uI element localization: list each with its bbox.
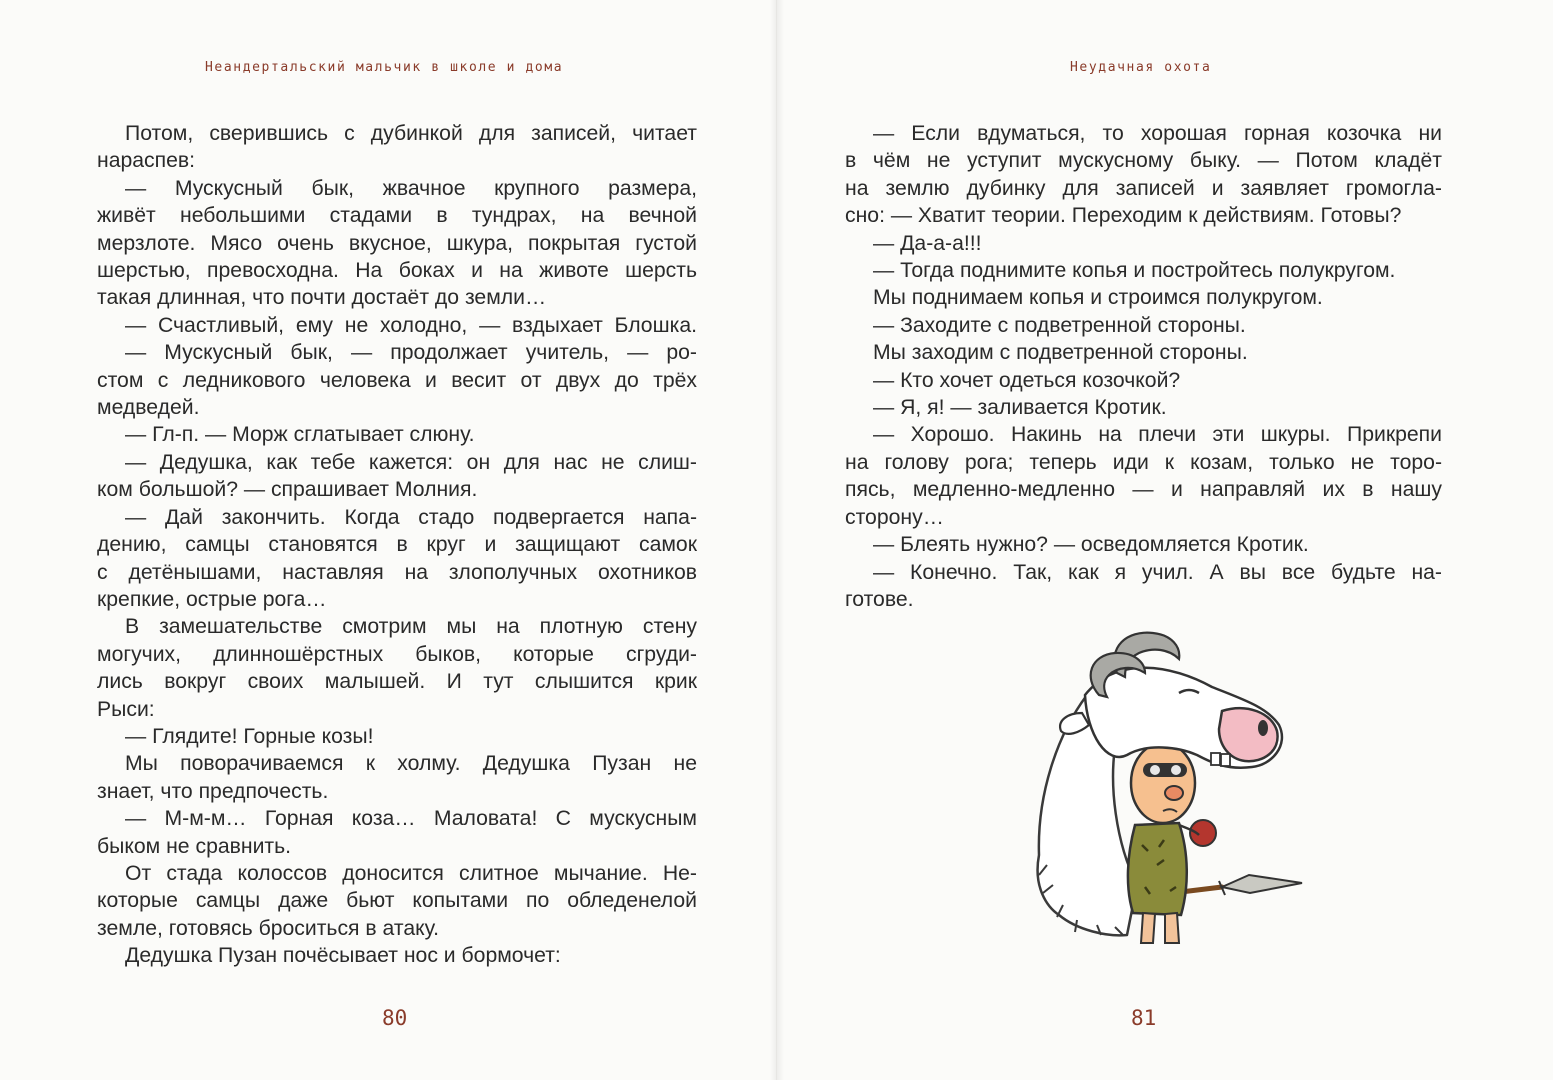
text-line: дению, самцы становятся в круг и защищают самок bbox=[97, 533, 697, 557]
text-line: шерстью, превосходна. На боках и на животе шерсть bbox=[97, 259, 697, 283]
text-line: Мы поворачиваемся к холму. Дедушка Пузан не bbox=[125, 752, 697, 776]
text-line: на землю дубинку для записей и заявляет громогла- bbox=[845, 176, 1442, 200]
text-line: Мы заходим с подветренной стороны. bbox=[873, 341, 1248, 365]
text-line: Рыси: bbox=[97, 697, 155, 721]
left-page bbox=[0, 0, 776, 1080]
page-number: 81 bbox=[1131, 1006, 1157, 1030]
text-line: живёт небольшими стадами в тундрах, на вечной bbox=[97, 204, 697, 228]
text-line: знает, что предпочесть. bbox=[97, 779, 329, 803]
text-line: — Хорошо. Накинь на плечи эти шкуры. Прикрепи bbox=[873, 423, 1442, 447]
text-line: — Дай закончить. Когда стадо подвергается напа- bbox=[125, 505, 697, 529]
text-line: на голову рога; теперь иди к козам, только не торо- bbox=[845, 450, 1442, 474]
text-line: мерзлоте. Мясо очень вкусное, шкура, покрытая густой bbox=[97, 231, 697, 255]
text-line: в чём не уступит мускусному быку. — Потом кладёт bbox=[845, 149, 1442, 173]
body-text bbox=[97, 120, 697, 970]
text-line: такая длинная, что почти достаёт до земли… bbox=[97, 286, 547, 310]
text-line: — Кто хочет одеться козочкой? bbox=[873, 368, 1181, 392]
running-head: Неандертальский мальчик в школе и дома bbox=[205, 60, 564, 75]
right-page bbox=[777, 0, 1553, 1080]
text-line: стом с ледникового человека и весит от двух до трёх bbox=[97, 368, 697, 392]
text-line: — Мускусный бык, жвачное крупного размера, bbox=[125, 176, 697, 200]
text-line: От стада колоссов доносится слитное мычание. Не- bbox=[125, 861, 697, 885]
text-line: — Я, я! — заливается Кротик. bbox=[873, 396, 1167, 420]
text-line: — Дедушка, как тебе кажется: он для нас не слиш- bbox=[125, 450, 697, 474]
text-line: могучих, длинношёрстных быков, которые сгруди- bbox=[97, 642, 697, 666]
text-line: — Конечно. Так, как я учил. А вы все будьте на- bbox=[873, 560, 1442, 584]
text-line: крепкие, острые рога… bbox=[97, 587, 327, 611]
text-line: с детёнышами, наставляя на злополучных охотников bbox=[97, 560, 697, 584]
running-head: Неудачная охота bbox=[1070, 60, 1212, 75]
text-line: — Да-а-а!!! bbox=[873, 231, 982, 255]
text-line: лись вокруг своих малышей. И тут слышится крик bbox=[97, 670, 697, 694]
text-line: В замешательстве смотрим мы на плотную стену bbox=[125, 615, 697, 639]
text-line: сторону… bbox=[845, 505, 944, 529]
text-line: быком не сравнить. bbox=[97, 834, 292, 858]
text-line: нараспев: bbox=[97, 149, 196, 173]
text-line: ком большой? — спрашивает Молния. bbox=[97, 478, 478, 502]
book-gutter bbox=[770, 0, 784, 1080]
text-line: Дедушка Пузан почёсывает нос и бормочет: bbox=[125, 944, 561, 968]
text-line: медведей. bbox=[97, 396, 200, 420]
text-line: пясь, медленно-медленно — и направляй их в нашу bbox=[845, 478, 1442, 502]
text-line: Мы поднимаем копья и строимся полукругом. bbox=[873, 286, 1323, 310]
text-line: — Глядите! Горные козы! bbox=[125, 724, 374, 748]
text-line: земле, готовясь броситься в атаку. bbox=[97, 916, 439, 940]
text-line: — Гл-п. — Морж сглатывает слюну. bbox=[125, 423, 475, 447]
text-line: — Если вдуматься, то хорошая горная козочка ни bbox=[873, 122, 1442, 145]
goat-costume-boy-illustration bbox=[967, 625, 1347, 965]
text-line: — Счастливый, ему не холодно, — вздыхает Блошка. bbox=[125, 313, 697, 337]
text-line: — Заходите с подветренной стороны. bbox=[873, 313, 1246, 337]
text-line: сно: — Хватит теории. Переходим к действиям. Готовы? bbox=[845, 204, 1402, 228]
text-line: которые самцы даже бьют копытами по обледенелой bbox=[97, 889, 697, 913]
text-line: — Тогда поднимите копья и постройтесь полукругом. bbox=[873, 259, 1396, 283]
body-text bbox=[845, 120, 1442, 613]
text-line: — Мускусный бык, — продолжает учитель, — ро- bbox=[125, 341, 697, 365]
text-line: — Блеять нужно? — осведомляется Кротик. bbox=[873, 533, 1309, 557]
text-line: готове. bbox=[845, 587, 914, 611]
text-line: Потом, сверившись с дубинкой для записей, читает bbox=[125, 122, 697, 145]
text-line: — М-м-м… Горная коза… Маловата! С мускусным bbox=[125, 807, 697, 831]
page-number: 80 bbox=[382, 1006, 408, 1030]
